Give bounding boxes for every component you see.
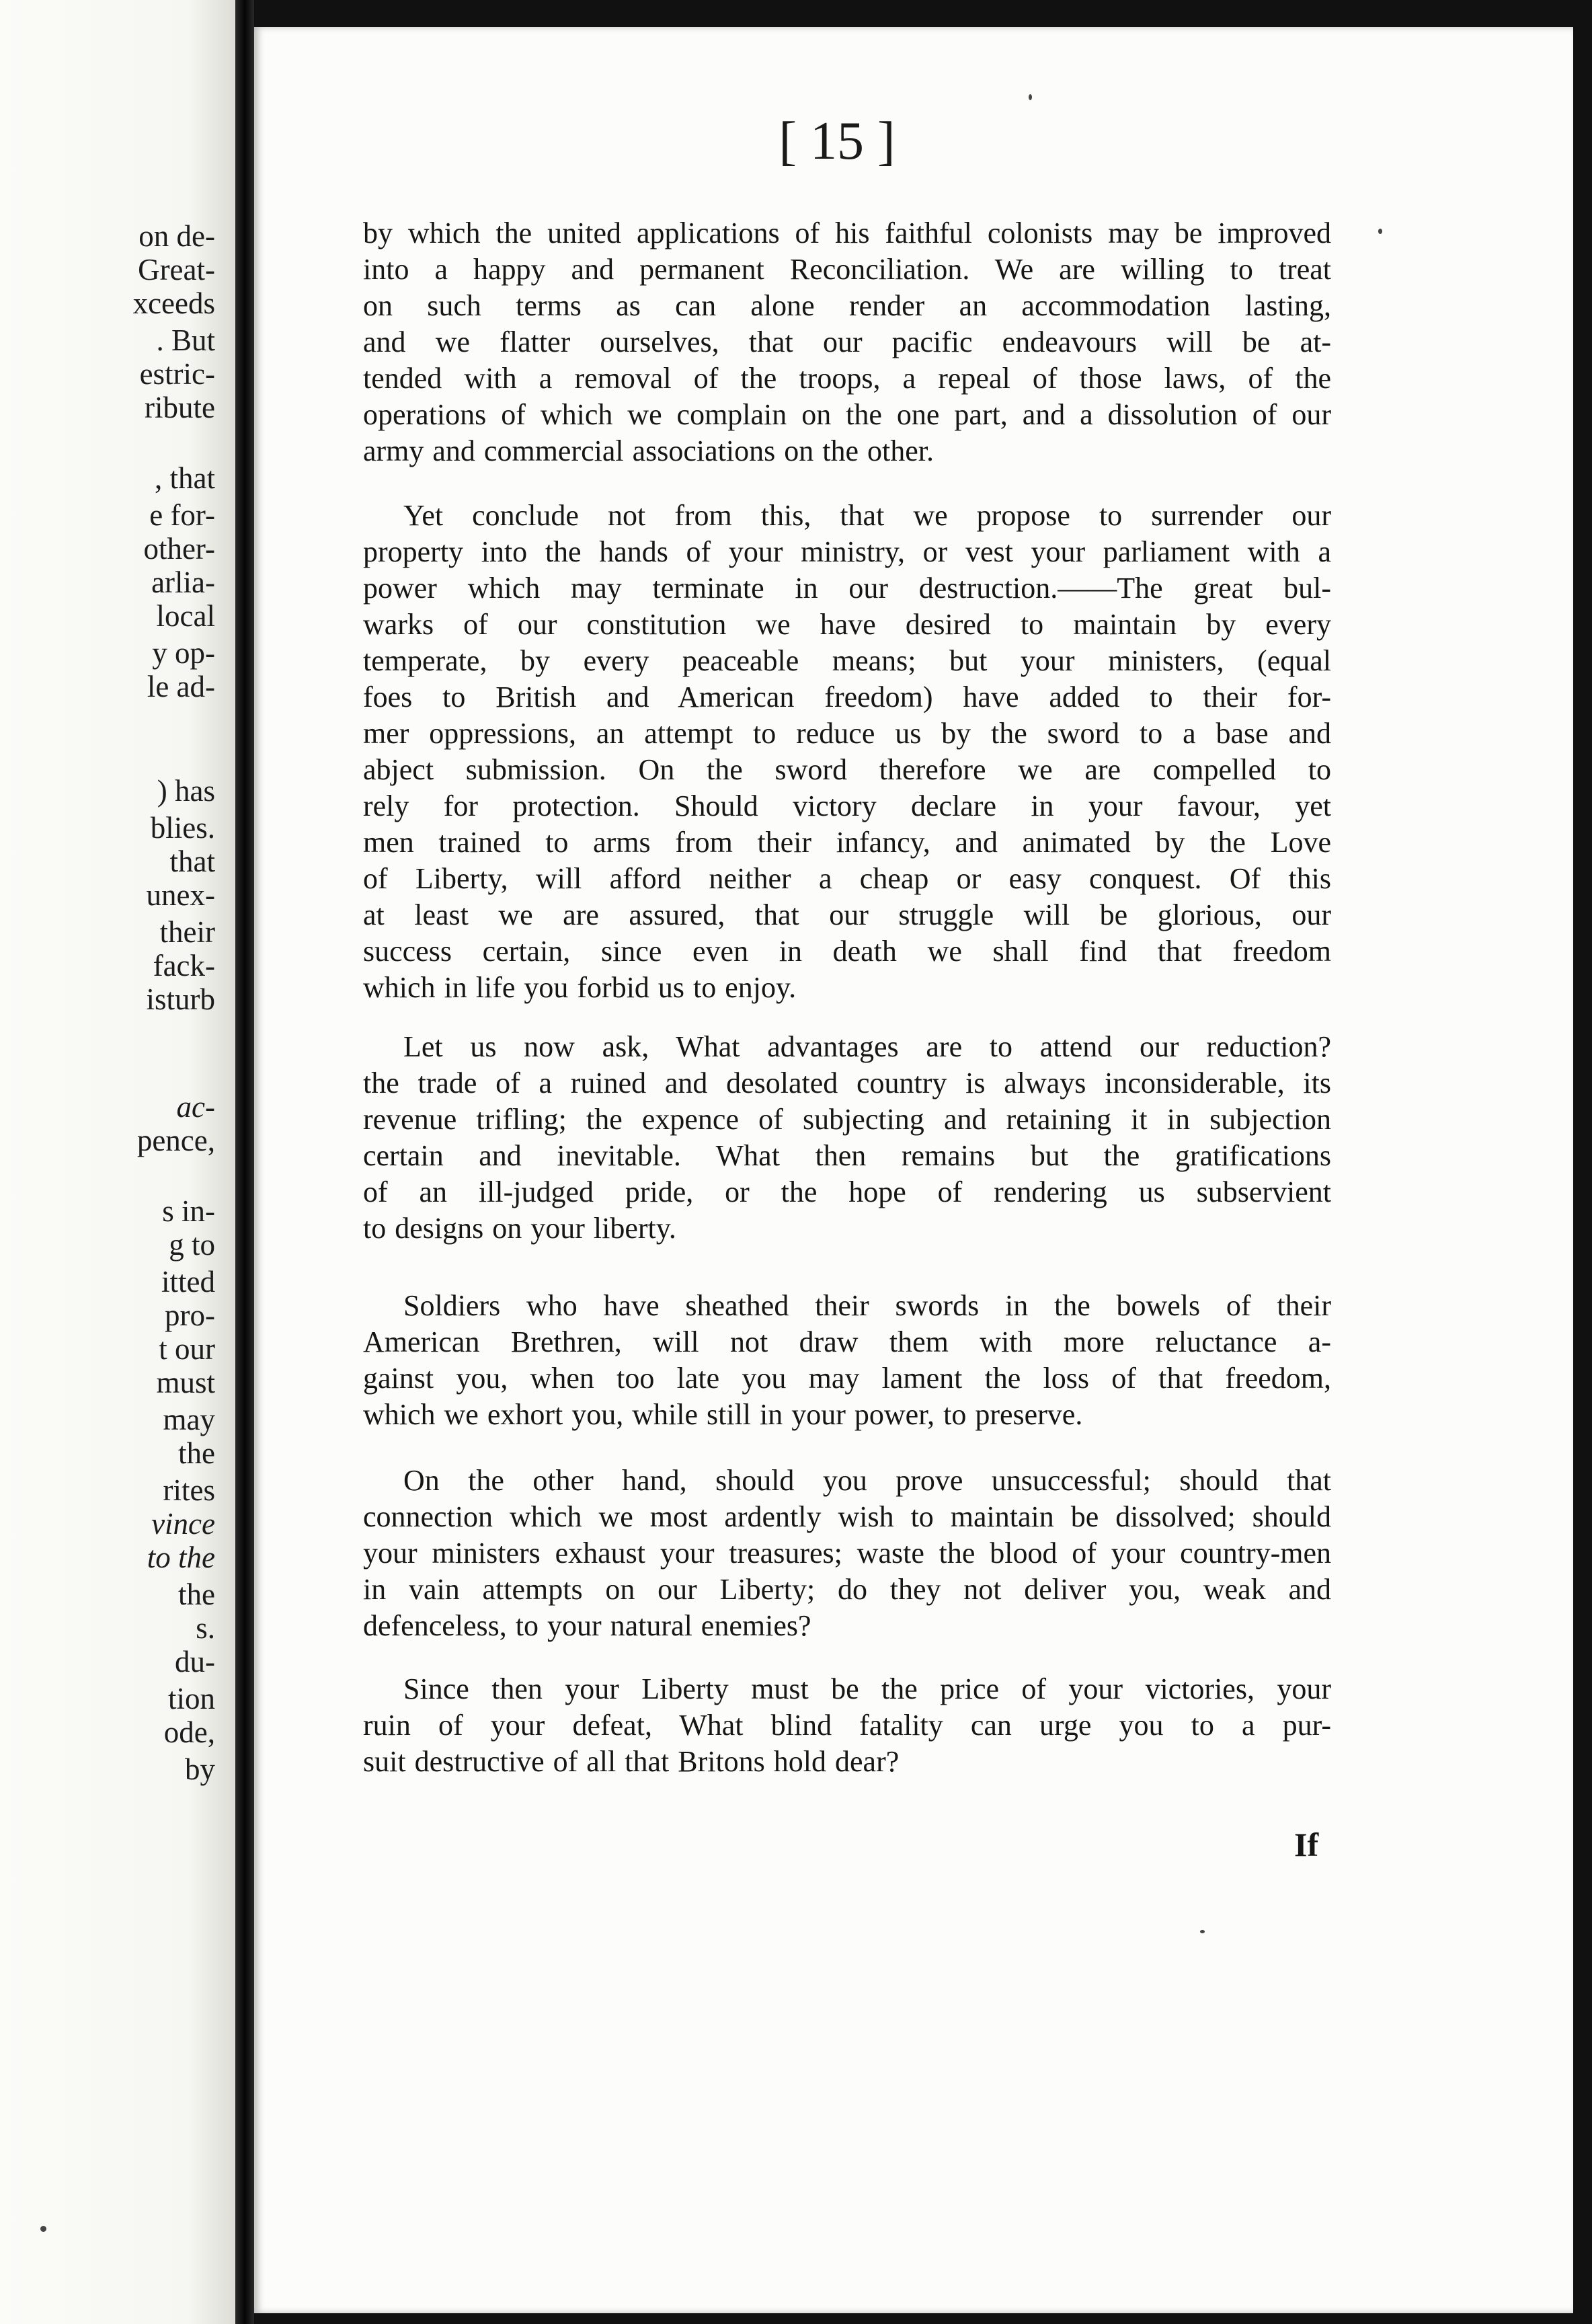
text-line: on such terms as can alone render an accommodation lasting, <box>363 289 1331 322</box>
left-page-fragment: fack- <box>153 949 215 982</box>
text-line: operations of which we complain on the one part, and a dissolution of our <box>363 398 1331 431</box>
left-page-fragment: g to <box>169 1228 215 1262</box>
left-page-fragment: local <box>156 599 215 633</box>
text-line: ruin of your defeat, What blind fatality can urge you to a pur- <box>363 1709 1331 1742</box>
left-page-fragment: isturb <box>146 982 215 1016</box>
paragraph <box>363 215 1331 469</box>
text-line: power which may terminate in our destruction.——The great bul- <box>363 572 1331 605</box>
text-line: revenue trifling; the expence of subjecting and retaining it in subjection <box>363 1103 1331 1136</box>
text-line: On the other hand, should you prove unsuccessful; should that <box>403 1464 1331 1497</box>
text-line: property into the hands of your ministry, or vest your parliament with a <box>363 535 1331 568</box>
left-page-fragment: ode, <box>163 1715 215 1749</box>
text-line: the trade of a ruined and desolated country is always inconsiderable, its <box>363 1067 1331 1099</box>
text-line: at least we are assured, that our struggle will be glorious, our <box>363 898 1331 931</box>
text-line: warks of our constitution we have desired to maintain by every <box>363 608 1331 641</box>
left-page-fragment: to the <box>147 1541 215 1574</box>
left-page-fragment: s in- <box>162 1194 215 1228</box>
text-line: foes to British and American freedom) have added to their for- <box>363 681 1331 713</box>
left-page-fragment: s. <box>196 1611 215 1645</box>
ink-speck <box>1378 229 1382 234</box>
left-page-fragment: e for- <box>149 498 215 532</box>
text-line: abject submission. On the sword therefore we are compelled to <box>363 753 1331 786</box>
text-line: Let us now ask, What advantages are to attend our reduction? <box>403 1030 1331 1063</box>
text-line: tended with a removal of the troops, a repeal of those laws, of the <box>363 362 1331 395</box>
left-page-fragment: du- <box>175 1645 215 1678</box>
left-page-fragment: . But <box>156 323 215 357</box>
text-line: certain and inevitable. What then remains but the gratifications <box>363 1139 1331 1172</box>
left-page-fragment: rites <box>163 1473 215 1507</box>
text-line: temperate, by every peaceable means; but your ministers, (equal <box>363 644 1331 677</box>
left-page-fragment: le ad- <box>147 670 215 703</box>
text-line: defenceless, to your natural enemies? <box>363 1609 811 1642</box>
text-line: which in life you forbid us to enjoy. <box>363 971 797 1004</box>
text-line: mer oppressions, an attempt to reduce us by the sword to a base and <box>363 717 1331 750</box>
page-number-header: [ 15 ] <box>779 112 896 171</box>
left-page-fragment: y op- <box>152 636 215 670</box>
text-line: army and commercial associations on the other. <box>363 434 934 467</box>
text-line: into a happy and permanent Reconciliation. We are willing to treat <box>363 253 1331 286</box>
left-page-fragment: ac- <box>176 1090 215 1124</box>
left-page-fragment: their <box>159 915 215 949</box>
text-line: Since then your Liberty must be the price of your victories, your <box>403 1672 1331 1705</box>
ink-speck <box>40 2226 46 2232</box>
paragraph <box>363 498 1331 1006</box>
paragraph <box>363 1671 1331 1780</box>
left-page-fragment: must <box>156 1366 215 1399</box>
paragraph <box>363 1463 1331 1644</box>
text-line: Yet conclude not from this, that we propose to surrender our <box>403 499 1331 532</box>
paragraph <box>363 1029 1331 1247</box>
text-line: by which the united applications of his faithful colonists may be improved <box>363 217 1331 249</box>
text-line: connection which we most ardently wish to maintain be dissolved; should <box>363 1500 1331 1533</box>
left-page-fragment: itted <box>161 1265 215 1299</box>
left-page-fragment: the <box>178 1578 215 1611</box>
catchword: If <box>1294 1826 1319 1863</box>
text-line: to designs on your liberty. <box>363 1212 676 1245</box>
left-page-fragment: xceeds <box>132 286 215 320</box>
left-page-fragment: ) has <box>157 774 215 808</box>
text-line: American Brethren, will not draw them with more reluctance a- <box>363 1325 1331 1358</box>
left-page-fragment: Great- <box>138 253 215 286</box>
left-page-fragment: may <box>163 1403 215 1436</box>
left-page <box>0 0 235 2324</box>
left-page-fragment: the <box>178 1436 215 1470</box>
left-page-fragment: , that <box>155 461 215 495</box>
paragraph <box>363 1288 1331 1433</box>
book-gutter <box>235 0 254 2324</box>
ink-speck <box>1200 1930 1205 1933</box>
text-line: men trained to arms from their infancy, and animated by the Love <box>363 826 1331 859</box>
left-page-fragment: tion <box>167 1682 215 1715</box>
text-line: of Liberty, will afford neither a cheap or easy conquest. Of this <box>363 862 1331 895</box>
left-page-fragment: other- <box>143 532 215 566</box>
text-line: suit destructive of all that Britons hold dear? <box>363 1745 900 1778</box>
left-page-fragment: pence, <box>136 1124 215 1157</box>
left-page-fragment: on de- <box>138 219 215 253</box>
left-page-fragment: estric- <box>139 357 215 391</box>
left-page-fragment: arlia- <box>151 566 215 599</box>
ink-speck <box>1029 94 1032 100</box>
text-line: rely for protection. Should victory declare in your favour, yet <box>363 789 1331 822</box>
left-page-fragment: blies. <box>150 811 215 845</box>
left-page-fragment: unex- <box>146 878 215 912</box>
text-line: in vain attempts on our Liberty; do they not deliver you, weak and <box>363 1573 1331 1606</box>
left-page-fragment: t our <box>159 1332 215 1366</box>
text-line: success certain, since even in death we shall find that freedom <box>363 935 1331 968</box>
text-line: which we exhort you, while still in your power, to preserve. <box>363 1398 1083 1431</box>
text-line: Soldiers who have sheathed their swords in the bowels of their <box>403 1289 1331 1322</box>
text-line: your ministers exhaust your treasures; waste the blood of your country-men <box>363 1537 1331 1570</box>
left-page-fragment: that <box>169 845 215 878</box>
left-page-fragment: ribute <box>145 391 215 424</box>
text-line: and we flatter ourselves, that our pacific endeavours will be at- <box>363 325 1331 358</box>
left-page-fragment: pro- <box>165 1299 215 1332</box>
text-line: of an ill-judged pride, or the hope of rendering us subservient <box>363 1175 1331 1208</box>
left-page-fragment: vince <box>151 1507 215 1541</box>
left-page-fragment: by <box>185 1752 215 1786</box>
text-line: gainst you, when too late you may lament the loss of that freedom, <box>363 1362 1331 1395</box>
